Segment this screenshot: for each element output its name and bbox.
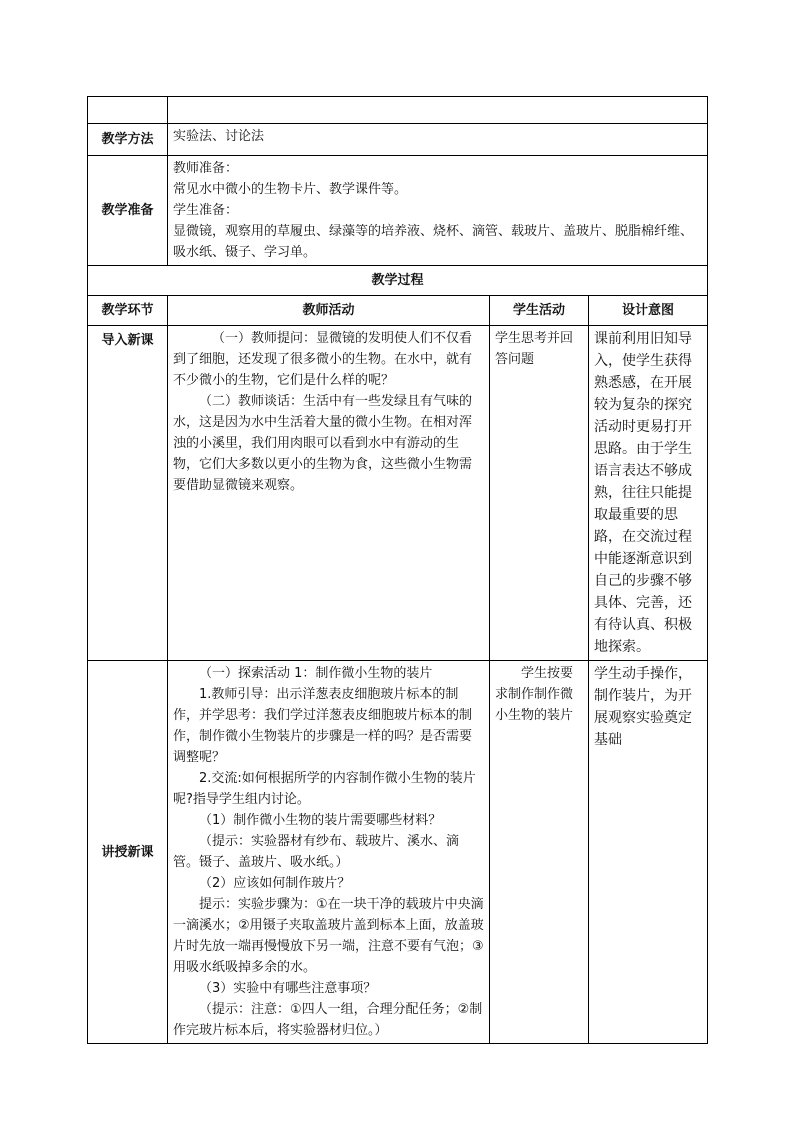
teaching-stage: 讲授新课 <box>88 661 168 1044</box>
method-row <box>88 124 708 156</box>
intro-student-cell: 学生思考并回答问题 <box>490 326 589 661</box>
teaching-intent-cell: 学生动手操作，制作装片，为开展观察实验奠定基础 <box>589 661 708 1044</box>
intro-teacher-cell <box>168 326 490 661</box>
student-prep-title: 学生准备： <box>173 203 239 218</box>
blank-content-cell <box>168 97 708 124</box>
col-header-stage: 教学环节 <box>88 296 168 326</box>
teaching-teacher-cell <box>168 661 490 1044</box>
process-title-row <box>88 266 708 296</box>
blank-label-cell <box>88 97 168 124</box>
preparation-row <box>88 156 708 266</box>
intro-teacher-para-2: （二）教师谈话：生活中有一些发绿且有气味的水，这是因为水中生活着大量的微小生物。在相对浑浊的小溪里，我们用肉眼可以看到水中有游动的生物，它们大多数以更小的生物为食，这些微小生物需要借助显微镜来观察。 <box>173 394 473 493</box>
teacher-prep-title: 教师准备： <box>173 161 239 176</box>
student-prep-content: 显微镜，观察用的草履虫、绿藻等的培养液、烧杯、滴管、载玻片、盖玻片、脱脂棉纤维、吸水纸、镊子、学习单。 <box>173 224 694 260</box>
process-title: 教学过程 <box>88 266 708 296</box>
intro-teacher-para-1: （一）教师提问：显微镜的发明使人们不仅看到了细胞，还发现了很多微小的生物。在水中，就有不少微小的生物，它们是什么样的呢？ <box>173 331 473 388</box>
intro-stage: 导入新课 <box>88 326 168 661</box>
teaching-student-cell: 学生按要求制作制作微小生物的装片 <box>490 661 589 1044</box>
teaching-teacher-para-8: （3）实验中有哪些注意事项？ <box>199 981 377 996</box>
teacher-prep-content: 常见水中微小的生物卡片、教学课件等。 <box>173 182 408 197</box>
teaching-teacher-para-1: （一）探索活动 1：制作微小生物的装片 <box>199 666 433 681</box>
teaching-teacher-para-2: 1.教师引导：出示洋葱表皮细胞玻片标本的制作，并学思考：我们学过洋葱表皮细胞玻片标本的制作，制作微小生物装片的步骤是一样的吗？是否需要调整呢？ <box>173 687 473 765</box>
preparation-label: 教学准备 <box>88 156 168 266</box>
teaching-teacher-para-3: 2.交流:如何根据所学的内容制作微小生物的装片呢?指导学生组内讨论。 <box>173 771 476 807</box>
method-content: 实验法、讨论法 <box>168 124 708 156</box>
column-header-row <box>88 296 708 326</box>
intro-row <box>88 326 708 661</box>
teaching-row <box>88 661 708 1044</box>
teaching-teacher-para-9: （提示：注意：①四人一组，合理分配任务；②制作完玻片标本后，将实验器材归位。） <box>173 1002 483 1038</box>
col-header-teacher: 教师活动 <box>168 296 490 326</box>
preparation-content <box>168 156 708 266</box>
col-header-intent: 设计意图 <box>589 296 708 326</box>
col-header-student: 学生活动 <box>490 296 589 326</box>
teaching-teacher-para-5: （提示：实验器材有纱布、载玻片、溪水、滴管。镊子、盖玻片、吸水纸。） <box>173 834 460 870</box>
teaching-teacher-para-7: 提示：实验步骤为：①在一块干净的载玻片中央滴一滴溪水；②用镊子夹取盖玻片盖到标本上面，放盖玻片时先放一端再慢慢放下另一端，注意不要有气泡；③用吸水纸吸掉多余的水。 <box>173 897 484 975</box>
teaching-teacher-para-4: （1）制作微小生物的装片需要哪些材料？ <box>199 813 442 828</box>
intro-intent-cell: 课前利用旧知导入，使学生获得熟悉感，在开展较为复杂的探究活动时更易打开思路。由于学生语言表达不够成熟，往往只能提取最重要的思路，在交流过程中能逐渐意识到自己的步骤不够具体、完善，还有待认真、积极地探索。 <box>589 326 708 661</box>
method-label: 教学方法 <box>88 124 168 156</box>
blank-row <box>88 97 708 124</box>
teaching-teacher-para-6: （2）应该如何制作玻片？ <box>199 876 351 891</box>
lesson-plan-table <box>87 96 708 1044</box>
